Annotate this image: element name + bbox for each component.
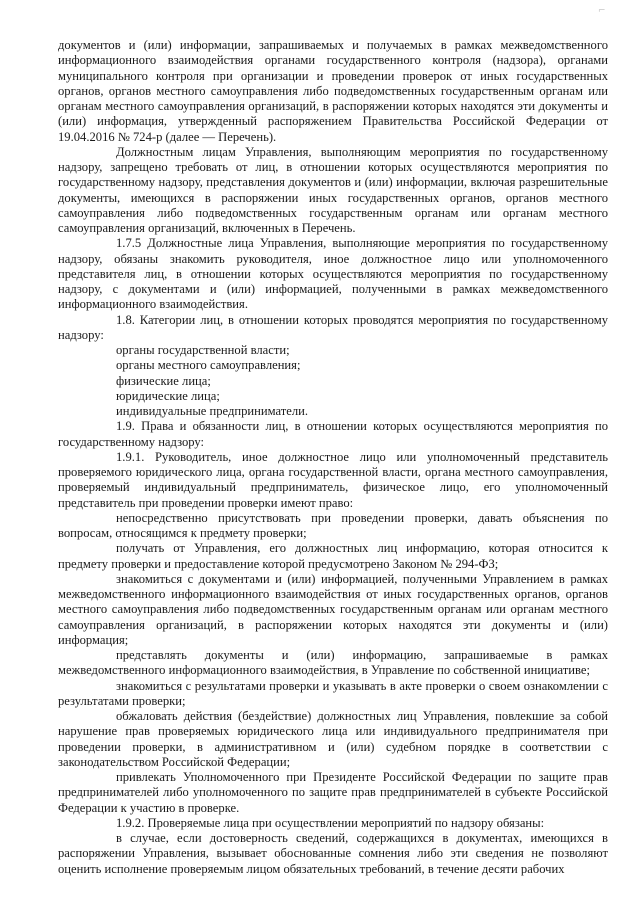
paragraph: 1.7.5 Должностные лица Управления, выполняющие мероприятия по государственному надзору, обязаны знакомить руководителя, иное должностное лицо или уполномоченного представителя лиц, в отношении которых осуществляются мероприятия по государственному надзору, с документами и (или) информацией, полученными в рамках межведомственного информационного взаимодействия. [58, 236, 608, 312]
list-item: органы местного самоуправления; [116, 358, 301, 373]
paragraph: Должностным лицам Управления, выполняющим мероприятия по государственному надзору, запрещено требовать от лиц, в отношении которых осуществляются мероприятия по государственному надзору, представления документов и (или) информации, включая разрешительные документы, имеющихся в распоряжении иных государственных органов, органов местного самоуправления либо подведомственных государственным органам или органам местного самоуправления организаций, включенных в Перечень. [58, 144, 608, 235]
paragraph: обжаловать действия (бездействие) должностных лиц Управления, повлекшие за собой нарушение прав проверяемых юридического лица или индивидуального предпринимателя при проведении проверки, в административном и (или) судебном порядке в соответствии с законодательством Российской Федерации; [58, 709, 608, 769]
paragraph: знакомиться с результатами проверки и указывать в акте проверки о своем ознакомлении с результатами проверки; [58, 678, 608, 708]
list-item: юридические лица; [116, 388, 220, 403]
paragraph: знакомиться с документами и (или) информацией, полученными Управлением в рамках межведомственного информационного взаимодействия от иных государственных органов, органов местного самоуправления либо подведомственных государственным органам или органам местного самоуправления организаций, в распоряжении которых находятся эти документы и (или) информация; [58, 571, 608, 647]
list-item: органы государственной власти; [116, 343, 290, 357]
paragraph: документов и (или) информации, запрашиваемых и получаемых в рамках межведомственного информационного взаимодействия органами государственного контроля (надзора), органами муниципального контроля при организации и проведении проверок от иных государственных органов, органов местного самоуправления либо подведомственных государственным органам или органам местного самоуправления организаций, в распоряжении которых находятся эти документы и (или) информация, утвержденный распоряжением Правительства Российской Федерации от 19.04.2016 № 724-р (далее — Перечень). [58, 38, 608, 144]
paragraph: 1.9.1. Руководитель, иное должностное лицо или уполномоченный представитель проверяемого юридического лица, органа государственной власти, органа местного самоуправления, проверяемый индивидуальный предприниматель, физическое лицо, его уполномоченный представитель при проведении проверки имеют право: [58, 449, 608, 510]
corner-mark: ⌐ [598, 6, 606, 16]
paragraph: 1.9. Права и обязанности лиц, в отношении которых осуществляются мероприятия по государственному надзору: [58, 419, 608, 449]
paragraph: получать от Управления, его должностных лиц информацию, которая относится к предмету проверки и предоставление которой предусмотрено Законом № 294-ФЗ; [58, 541, 608, 571]
paragraph: в случае, если достоверность сведений, содержащихся в документах, имеющихся в распоряжении Управления, вызывает обоснованные сомнения либо эти сведения не позволяют оценить исполнение проверяемым лицом обязательных требований, в течение десяти рабочих [58, 831, 608, 876]
list-item: индивидуальные предприниматели. [116, 404, 309, 418]
list-item: физические лица; [116, 373, 211, 388]
paragraph: 1.8. Категории лиц, в отношении которых проводятся мероприятия по государственному надзору: [58, 312, 608, 342]
paragraph: непосредственно присутствовать при проведении проверки, давать объяснения по вопросам, относящимся к предмету проверки; [58, 510, 608, 540]
paragraph: представлять документы и (или) информацию, запрашиваемые в рамках межведомственного информационного взаимодействия, в Управление по собственной инициативе; [58, 648, 608, 678]
paragraph: привлекать Уполномоченного при Президенте Российской Федерации по защите прав предпринимателей либо уполномоченного по защите прав предпринимателей в субъекте Российской Федерации к участию в проверке. [58, 770, 608, 815]
paragraph: 1.9.2. Проверяемые лица при осуществлении мероприятий по надзору обязаны: [116, 815, 545, 830]
document-page [58, 38, 608, 877]
